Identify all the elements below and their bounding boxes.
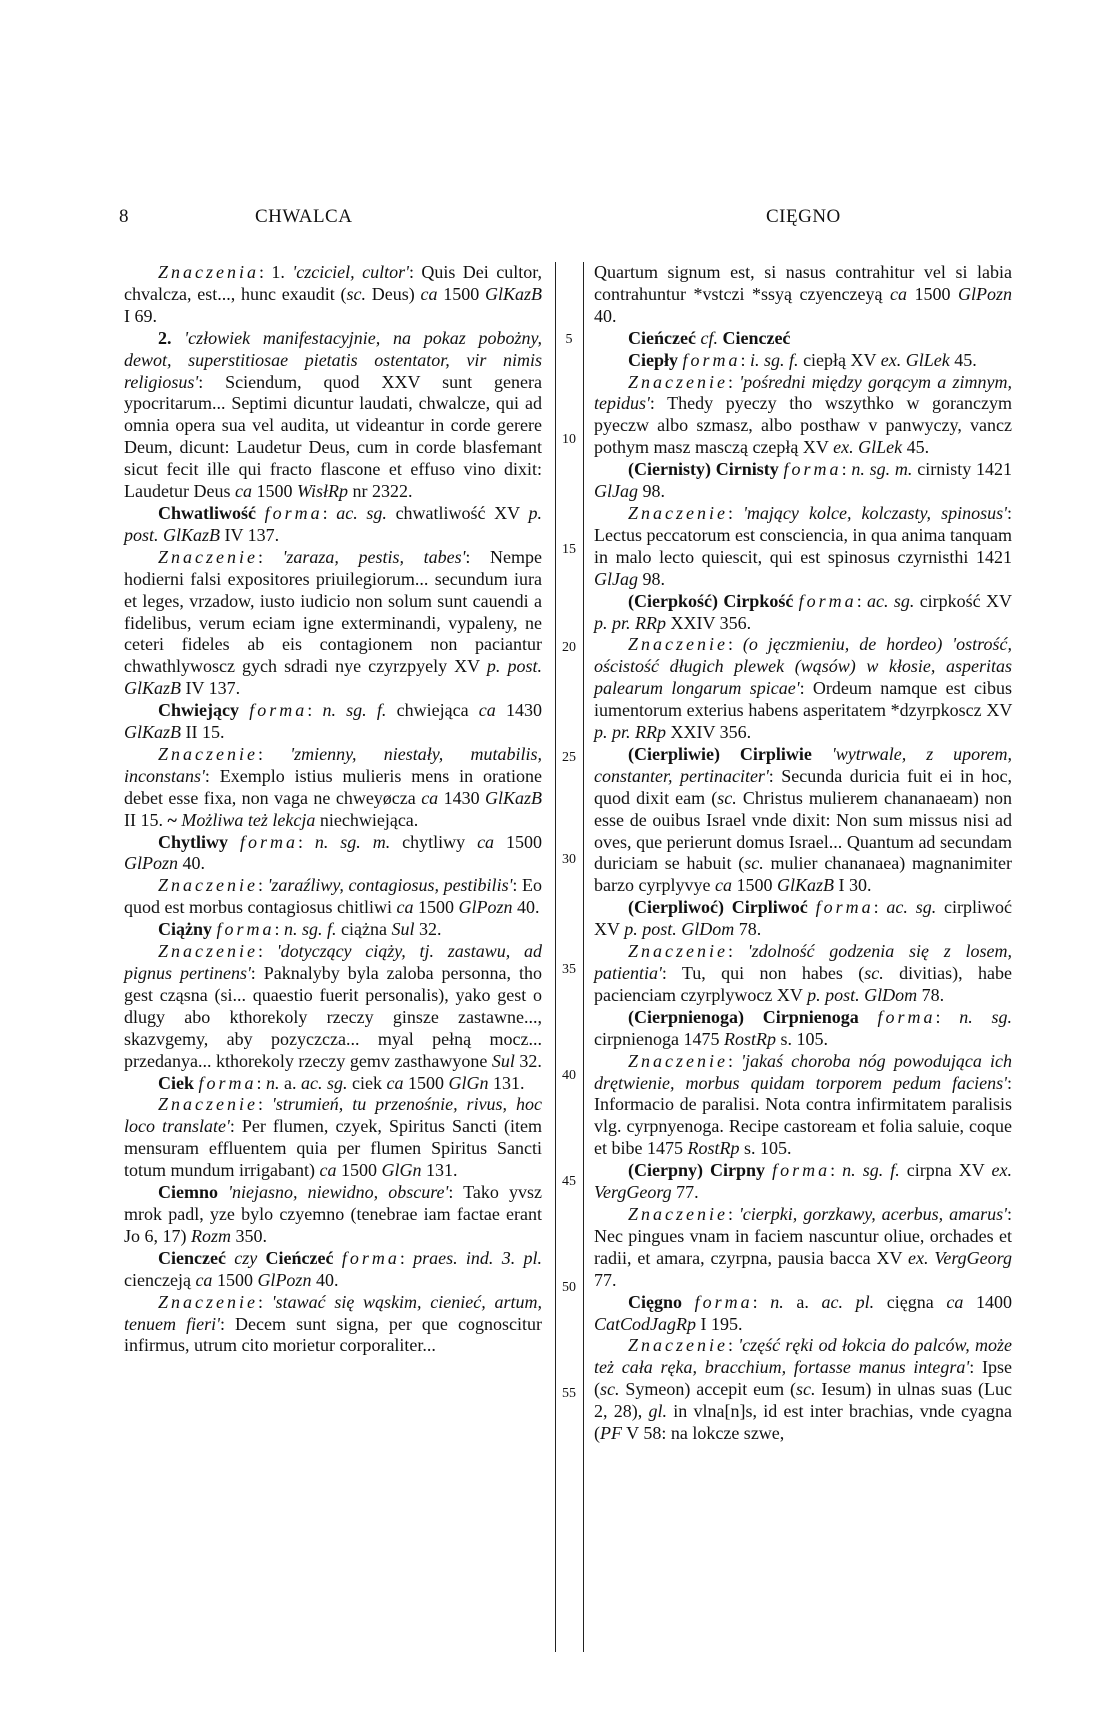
headword: Cienczeć <box>158 1247 226 1268</box>
entry-headword-paragraph: Cięgno forma: n. a. ac. pl. cięgna ca 1400 CatCodJagRp I 195. <box>594 1291 1012 1334</box>
headword: Ciążny <box>158 919 212 940</box>
headword: Cięgno <box>628 1291 682 1312</box>
headword: (Cierpliwie) Cirpliwie <box>628 743 812 764</box>
right-column <box>594 262 1012 1445</box>
entry-paragraph: Quartum signum est, si nasus contrahitur vel si labia contrahuntur *vstczi *ssyą czyenczeyą ca 1500 GlPozn 40. <box>594 262 1012 326</box>
entry-headword-paragraph: Chwiejący forma: n. sg. f. chwiejąca ca 1430 GlKazB II 15. <box>124 700 542 743</box>
entry-headword-paragraph: (Cierpnienoga) Cirpnienoga forma: n. sg. cirpnienoga 1475 RostRp s. 105. <box>594 1006 1012 1049</box>
entry-headword-paragraph: (Cierpliwie) Cirpliwie 'wytrwale, z uporem, constanter, pertinaciter': Secunda duricia fuit ei in hoc, quod dixit eam (sc. Christus mulierem chananaeam) non esse de ouibus Israel vnde dixit: Non sum missus nisi ad oves, que perierunt domus Israel... Quantum ad secundam duriciam se habuit (sc. mulier chananaea) magnanimiter barzo cyrplyvye ca 1500 GlKazB I 30. <box>594 743 1012 896</box>
headword: (Ciernisty) Cirnisty <box>628 459 779 480</box>
headword: Chytliwy <box>158 831 229 852</box>
headword: (Cierpliwoć) Cirpliwoć <box>628 897 808 918</box>
entry-paragraph: Znaczenie: 'strumień, tu przenośnie, rivus, hoc loco translate': Per flumen, czyek, Spiritus Sancti (item mensuram effluentem quia per flumen Spiritus Sancti totum mundum irrigabant) ca 1500 GlGn 131. <box>124 1094 542 1181</box>
entry-paragraph: Znaczenie: 'mający kolce, kolczasty, spinosus': Lectus peccatorum est consciencia, in qua anima tanquam in malo lecto quiescit, qui est spinosus czyrnisthi 1421 GlJag 98. <box>594 502 1012 589</box>
entry-paragraph: Znaczenie: 'zdolność godzenia się z losem, patientia': Tu, qui non habes (sc. divitias), habe pacienciam czyrplywocz XV p. post. GlDom 78. <box>594 941 1012 1005</box>
headword: Ciek <box>158 1072 194 1093</box>
entry-paragraph: Znaczenie: 'zmienny, niestały, mutabilis, inconstans': Exemplo istius mulieris mens in oratione debet esse fixa, non vaga ne chweyøcza ca 1430 GlKazB II 15. ~ Możliwa też lekcja niechwiejąca. <box>124 743 543 830</box>
line-number: 30 <box>562 852 576 867</box>
headword: (Cierpnienoga) Cirpnienoga <box>628 1006 859 1027</box>
line-number: 5 <box>565 332 573 347</box>
entry-paragraph: Znaczenie: (o jęczmieniu, de hordeo) 'ostrość, ościstość długich plewek (wąsów) w kłosie, asperitas palearum longarum spicae': Ordeum namque est cibus iumentorum exterius habens asperitatem *dzyrpkoscz XV p. pr. RRp XXIV 356. <box>594 634 1012 743</box>
entry-headword-paragraph: Ciek forma: n. a. ac. sg. ciek ca 1500 GlGn 131. <box>158 1072 525 1093</box>
entry-headword-paragraph: Cieńczeć cf. Cienczeć <box>628 327 791 348</box>
entry-paragraph: Znaczenie: 'pośredni między gorącym a zimnym, tepidus': Thedy pyeczy tho wszythko w goranczym pyeczw albo szmasz, albo posthaw v panwyczy, vancz pothym masz masczą czepłą XV ex. GlLek 45. <box>594 371 1012 458</box>
headword: Cieńczeć <box>628 327 696 348</box>
tilde-icon: ~ <box>167 809 182 830</box>
entry-headword-paragraph: Ciepły forma: i. sg. f. ciepłą XV ex. GlLek 45. <box>628 349 977 370</box>
entry-headword-paragraph: Cienczeć czy Cieńczeć forma: praes. ind. 3. pl. cienczeją ca 1500 GlPozn 40. <box>124 1247 542 1290</box>
entry-paragraph: Znaczenie: 'cierpki, gorzkawy, acerbus, amarus': Nec pingues vnam in faciem nascuntur oliue, orchades et radii, et amara, czyrpna, pausia bacca XV ex. VergGeorg 77. <box>594 1203 1013 1290</box>
headword: Chwiejący <box>158 700 239 721</box>
headword: Ciepły <box>628 349 679 370</box>
line-number: 55 <box>562 1386 576 1401</box>
entry-headword-paragraph: Ciemno 'niejasno, niewidno, obscure': Tako yvsz mrok padl, yze bylo czyemno (tenebrae iam factae erant Jo 6, 17) Rozm 350. <box>124 1182 543 1246</box>
page-number: 8 <box>119 206 129 227</box>
entry-headword-paragraph: Ciążny forma: n. sg. f. ciążna Sul 32. <box>158 919 442 940</box>
entry-paragraph: Znaczenie: 'zaraza, pestis, tabes': Nempe hodierni falsi expositores priuilegiorum... secundum iura et leges, vrzadow, iusto iudicio non solum sunt cauendi a fidelibus, verum eciam igne exterminandi, vypaleny, ne ceteri fideles ab eis contagionem non paciantur chwathlywoscz gych sdradi nye czyrzpyely XV p. post. GlKazB IV 137. <box>124 546 542 699</box>
headword: Chwatliwość <box>158 502 256 523</box>
headword: (Cierpny) Cirpny <box>628 1160 766 1181</box>
running-head-right: CIĘGNO <box>766 206 841 227</box>
entry-headword-paragraph: Chytliwy forma: n. sg. m. chytliwy ca 1500 GlPozn 40. <box>124 831 542 874</box>
entry-paragraph: Znaczenie: 'jakaś choroba nóg powodująca ich drętwienie, morbus quidam torporem pedum faciens': Informacio de paralisi. Nota contra infirmitatem paralisis vlg. cyrpnyenoga. Recipe castoream et folia saluie, coque et bibe 1475 RostRp s. 105. <box>594 1050 1012 1159</box>
running-head-left: CHWALCA <box>255 206 353 227</box>
entry-headword-paragraph: (Cierpkość) Cirpkość forma: ac. sg. cirpkość XV p. pr. RRp XXIV 356. <box>594 590 1012 633</box>
entry-headword-paragraph: (Ciernisty) Cirnisty forma: n. sg. m. cirnisty 1421 GlJag 98. <box>594 459 1012 502</box>
line-number: 40 <box>562 1068 576 1083</box>
column-divider-left <box>555 262 556 1652</box>
line-number: 15 <box>562 542 576 557</box>
line-number: 10 <box>562 432 576 447</box>
entry-headword-paragraph: Chwatliwość forma: ac. sg. chwatliwość XV p. post. GlKazB IV 137. <box>124 502 542 545</box>
entry-paragraph: Znaczenie: 'część ręki od łokcia do palców, może też cała ręka, bracchium, fortasse manus integra': Ipse (sc. Symeon) accepit eum (sc. Iesum) in ulnas suas (Luc 2, 28), gl. in vlna[n]s, id est inter brachias, vnde cyagna (PF V 58: na lokcze szwe, <box>594 1335 1012 1444</box>
entry-paragraph: Znaczenie: 'stawać się wąskim, cienieć, artum, tenuem fieri': Decem sunt signa, per que cognoscitur infirmus, utrum cito morietur corporaliter... <box>124 1291 543 1356</box>
entry-paragraph: Znaczenie: 'zaraźliwy, contagiosus, pestibilis': Eo quod est morbus contagiosus chitliwi ca 1500 GlPozn 40. <box>124 875 542 918</box>
entry-headword-paragraph: (Cierpny) Cirpny forma: n. sg. f. cirpna XV ex. VergGeorg 77. <box>594 1160 1012 1203</box>
line-number: 50 <box>562 1280 576 1295</box>
line-number: 25 <box>562 750 576 765</box>
line-number: 35 <box>562 962 576 977</box>
column-divider-right <box>583 262 584 1652</box>
headword: Ciemno <box>158 1182 218 1203</box>
line-number: 45 <box>562 1174 576 1189</box>
line-number: 20 <box>562 640 576 655</box>
entry-paragraph: Znaczenia: 1. 'czciciel, cultor': Quis Dei cultor, chvalcza, est..., hunc exaudit (sc. Deus) ca 1500 GlKazB I 69. <box>124 262 543 326</box>
entry-paragraph: 2. 'człowiek manifestacyjnie, na pokaz pobożny, dewot, superstitiosae pietatis ostentator, vir nimis religiosus': Sciendum, quod XXV sunt genera ypocritarum... Septimi dicuntur laudati, chwalcze, qui ad omnia opera sua vel audita, ut videantur in corde gerere Deum, dicunt: Laudetur Deus, cum in corde blasfemant sicut fecit ille qui fracto flascone et effuso vino dixit: Laudetur Deus ca 1500 WisłRp nr 2322. <box>124 327 543 502</box>
entry-headword-paragraph: (Cierpliwoć) Cirpliwoć forma: ac. sg. cirpliwoć XV p. post. GlDom 78. <box>594 897 1012 940</box>
headword: (Cierpkość) Cirpkość <box>628 590 794 611</box>
entry-paragraph: Znaczenie: 'dotyczący ciąży, tj. zastawu, ad pignus pertinens': Paknalyby byla zaloba personna, tho gest cząsna (si... quaestio fuerit personalis), yako gest o dlugy abo kthorekoly rzeczy ginsze zastawne..., skazvgemy, aby pozyczcza... myal pełną mocz... przedanya... kthorekoly rzeczy gemv zasthawyone Sul 32. <box>124 941 542 1071</box>
left-column <box>124 262 542 1357</box>
